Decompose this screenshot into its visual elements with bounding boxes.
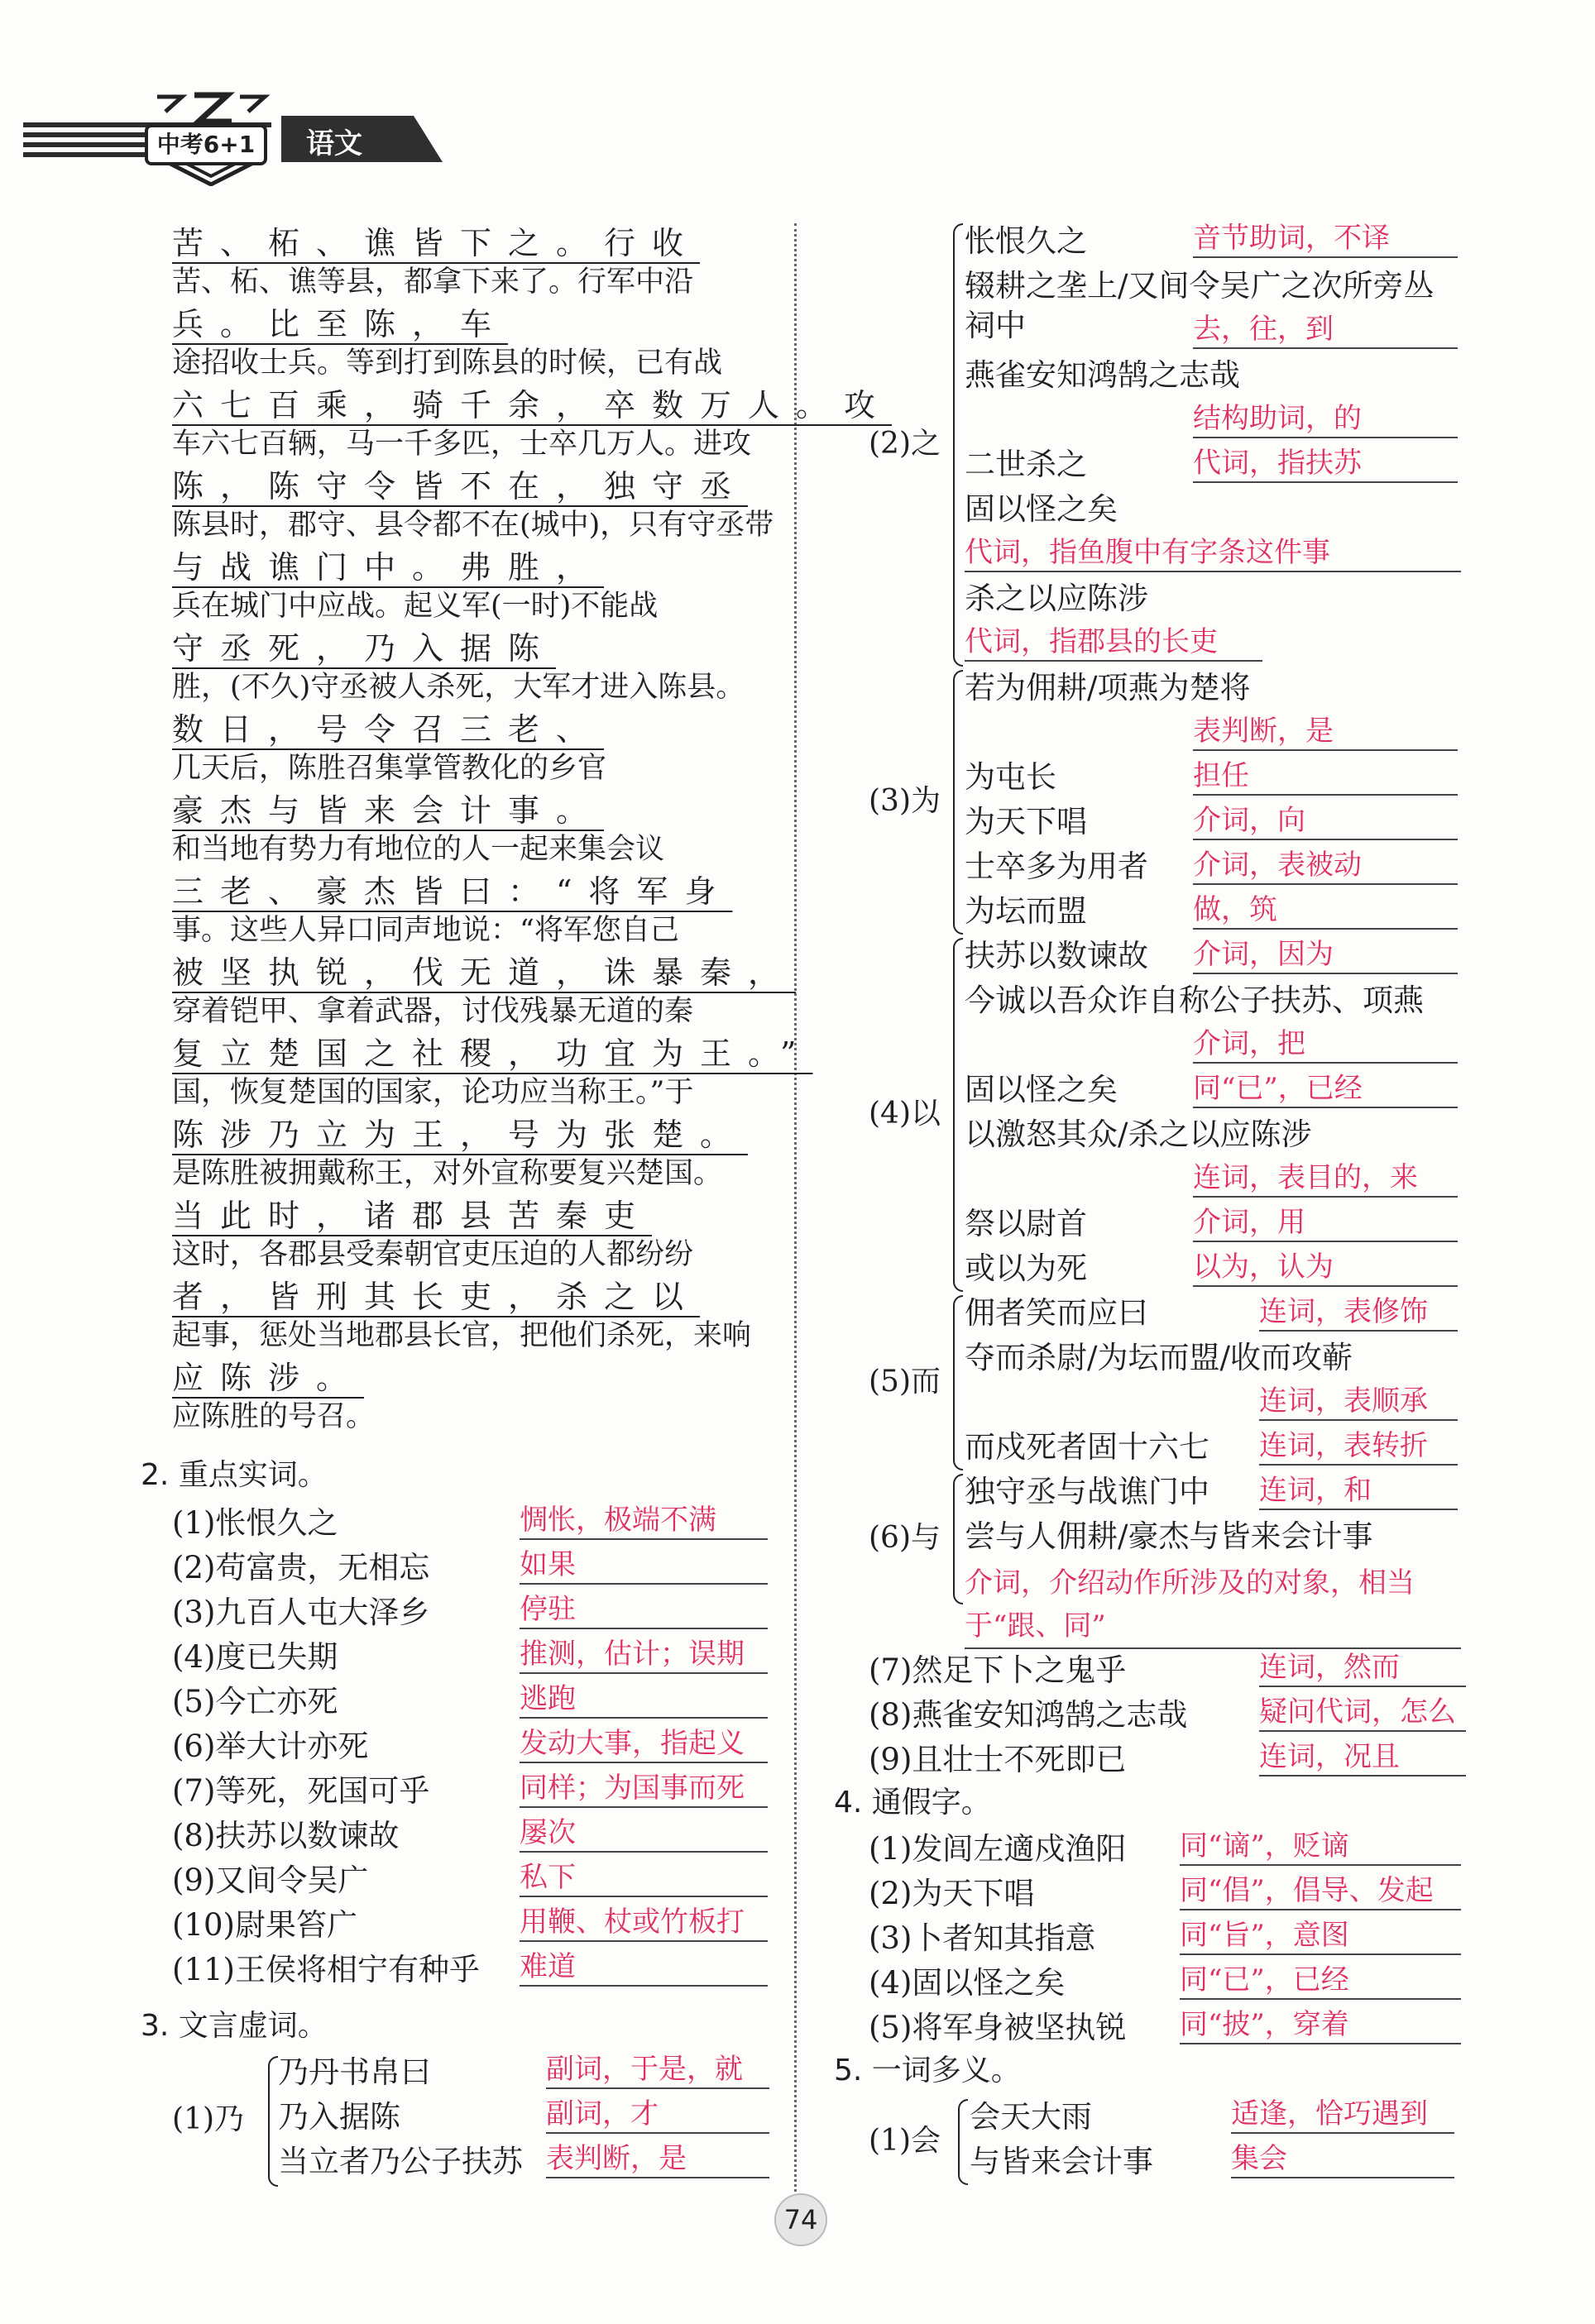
function-word-answer: 代词，指扶苏 [1193, 445, 1458, 483]
passage-original [172, 1117, 784, 1153]
logo-title: 中考6+1 [145, 124, 267, 165]
function-word-answer: 连词，和 [1259, 1472, 1458, 1510]
group-brace [953, 1295, 963, 1470]
vocab-question: (7)等死，死国可乎 [172, 1773, 430, 1809]
function-word-example: 夺而杀尉/为坛而盟/收而攻蕲 [965, 1340, 1353, 1375]
passage-original [172, 630, 784, 667]
vocab-answer: 发动大事，指起义 [520, 1725, 768, 1763]
group-brace [268, 2056, 278, 2187]
loanword-question: (2)为天下唱 [869, 1876, 1035, 1911]
function-word-example: 二世杀之 [965, 447, 1087, 482]
function-word-example: 乃入据陈 [278, 2099, 400, 2135]
passage-original-text: 苦、柘、谯皆下之。行收 [172, 225, 701, 261]
passage-translation: 和当地有势力有地位的人一起来集会议 [172, 833, 665, 866]
function-word-answer: 副词，才 [546, 2096, 769, 2134]
passage-original-text: 复立楚国之社稷，功宜为王。” [172, 1035, 813, 1072]
function-word-example: 燕雀安知鸿鹄之志哉 [965, 357, 1240, 393]
passage-original [172, 711, 784, 748]
function-word-example: 独守丞与战谯门中 [965, 1474, 1209, 1509]
passage-original-text: 数日，号令召三老、 [172, 711, 605, 748]
vocab-question: (8)扶苏以数谏故 [172, 1818, 400, 1853]
section-title-5: 5. 一词多义。 [834, 2054, 1021, 2087]
function-word-answer: 担任 [1193, 758, 1458, 796]
passage-translation: 车六七百辆，马一千多匹，士卒几万人。进攻 [172, 428, 752, 461]
passage-translation: 这时，各郡县受秦朝官吏压迫的人都纷纷 [172, 1238, 694, 1271]
function-word-answer: 代词，指郡县的长吏 [965, 624, 1262, 662]
passage-original [172, 549, 784, 586]
passage-translation: 苦、柘、谯等县，都拿下来了。行军中沿 [172, 265, 694, 299]
passage-original [172, 468, 784, 504]
group-label: (1)会 [869, 2124, 941, 2158]
passage-original [172, 1279, 784, 1315]
function-word-example: 乃丹书帛曰 [278, 2054, 431, 2090]
section-title-2: 2. 重点实词。 [141, 1458, 328, 1492]
passage-original-text: 守丞死，乃入据陈 [172, 630, 557, 667]
vocab-answer: 停驻 [520, 1591, 768, 1629]
column-divider [794, 223, 797, 2192]
function-word-example: 杀之以应陈涉 [965, 581, 1148, 616]
passage-original-text: 陈涉乃立为王，号为张楚。 [172, 1117, 749, 1153]
vocab-question: (9)又间令吴广 [172, 1863, 369, 1898]
loanword-question: (3)卜者知其指意 [869, 1920, 1096, 1956]
function-word-answer: 结构助词，的 [1193, 400, 1458, 438]
vocab-answer: 逃跑 [520, 1681, 768, 1719]
group-label: (3)为 [869, 784, 941, 818]
group-label: (4)以 [869, 1097, 941, 1131]
group-brace [953, 223, 963, 667]
vocab-answer: 惆怅，极端不满 [520, 1502, 768, 1540]
passage-original [172, 387, 893, 423]
passage-original [172, 225, 784, 261]
group-label: (6)与 [869, 1521, 941, 1555]
function-word-answer: 表判断，是 [1193, 713, 1458, 751]
function-word-answer: 去，往，到 [1193, 311, 1458, 349]
vocab-question: (3)九百人屯大泽乡 [172, 1595, 430, 1630]
passage-original [172, 873, 784, 910]
loanword-question: (1)发闾左適戍渔阳 [869, 1831, 1127, 1867]
vocab-question: (4)度已失期 [172, 1639, 338, 1675]
passage-original [172, 1198, 784, 1234]
loanword-answer: 同“披”，穿着 [1180, 2006, 1461, 2044]
function-word-example: 扶苏以数谏故 [965, 938, 1148, 973]
function-word-answer: 代词，指鱼腹中有字条这件事 [965, 534, 1461, 572]
passage-original-text: 三老、豪杰皆曰：“将军身 [172, 873, 733, 910]
group-brace [953, 1474, 963, 1604]
function-word-example: 祭以尉首 [965, 1206, 1087, 1241]
function-word-answer: 疑问代词，怎么 [1259, 1694, 1466, 1732]
function-word-answer: 连词，况且 [1259, 1738, 1466, 1776]
function-word-answer: 同“已”，已经 [1193, 1070, 1458, 1108]
function-word-example: 士卒多为用者 [965, 849, 1148, 884]
loanword-question: (4)固以怪之矣 [869, 1965, 1066, 2001]
passage-original [172, 306, 784, 342]
function-word-example: 辍耕之垄上/又间令吴广之次所旁丛祠中 [965, 268, 1435, 343]
passage-translation: 国，恢复楚国的国家，论功应当称王。”于 [172, 1076, 694, 1109]
group-label: (2)之 [869, 427, 941, 461]
passage-translation: 穿着铠甲、拿着武器，讨伐残暴无道的秦 [172, 995, 694, 1028]
function-word-example: (9)且壮士不死即已 [869, 1742, 1127, 1777]
vocab-question: (1)怅恨久之 [172, 1505, 338, 1541]
passage-translation: 几天后，陈胜召集掌管教化的乡官 [172, 752, 607, 785]
function-word-answer: 介词，把 [1193, 1026, 1458, 1064]
vocab-answer: 用鞭、杖或竹板打 [520, 1904, 768, 1942]
passage-original [172, 1035, 813, 1072]
function-word-example: 与皆来会计事 [970, 2144, 1153, 2179]
function-word-example: 今诚以吾众诈自称公子扶苏、项燕 [965, 983, 1424, 1018]
function-word-example: 以激怒其众/杀之以应陈涉 [965, 1117, 1312, 1152]
passage-original-text: 兵。比至陈，车 [172, 306, 509, 342]
function-word-example: 佣者笑而应曰 [965, 1295, 1148, 1331]
function-word-example: 若为佣耕/项燕为楚将 [965, 670, 1251, 705]
passage-original-text: 与战谯门中。弗胜， [172, 549, 605, 586]
function-word-example: 固以怪之矣 [965, 491, 1118, 527]
function-word-answer: 音节助词，不译 [1193, 220, 1458, 258]
loanword-question: (5)将军身被坚执锐 [869, 2010, 1127, 2045]
loanword-answer: 同“已”，已经 [1180, 1962, 1461, 2000]
passage-translation: 陈县时，郡守、县令都不在(城中)，只有守丞带 [172, 509, 774, 542]
page-number: 74 [774, 2193, 827, 2246]
vocab-question: (6)举大计亦死 [172, 1729, 369, 1764]
vocab-answer: 推测，估计；误期 [520, 1636, 768, 1674]
function-word-example: (7)然足下卜之鬼乎 [869, 1652, 1127, 1688]
function-word-answer: 连词，表顺承 [1259, 1383, 1458, 1421]
loanword-answer: 同“倡”，倡导、发起 [1180, 1872, 1461, 1910]
passage-original-text: 陈，陈守令皆不在，独守丞 [172, 468, 749, 504]
function-word-example: (8)燕雀安知鸿鹄之志哉 [869, 1697, 1188, 1733]
group-label: (1)乃 [172, 2102, 244, 2136]
function-word-answer: 连词，表目的，来 [1193, 1160, 1458, 1198]
function-word-answer: 介词，介绍动作所涉及的对象，相当于“跟、同” [965, 1561, 1461, 1649]
function-word-example: 而戍死者固十六七 [965, 1429, 1209, 1465]
function-word-answer: 连词，然而 [1259, 1649, 1466, 1687]
function-word-answer: 以为，认为 [1193, 1249, 1458, 1287]
function-word-example: 会天大雨 [970, 2099, 1092, 2135]
function-word-answer: 介词，表被动 [1193, 847, 1458, 885]
function-word-example: 怅恨久之 [965, 223, 1087, 259]
function-word-example: 或以为死 [965, 1250, 1087, 1286]
function-word-answer: 表判断，是 [546, 2140, 769, 2178]
vocab-question: (10)尉果笞广 [172, 1907, 357, 1943]
passage-translation: 应陈胜的号召。 [172, 1400, 376, 1433]
function-word-example: 当立者乃公子扶苏 [278, 2144, 523, 2179]
function-word-example: 尝与人佣耕/豪杰与皆来会计事 [965, 1518, 1373, 1554]
section-title-3: 3. 文言虚词。 [141, 2009, 328, 2043]
function-word-answer: 介词，用 [1193, 1204, 1458, 1242]
subject-tab [281, 116, 443, 162]
passage-translation: 事。这些人异口同声地说：“将军您自己 [172, 914, 679, 947]
function-word-example: 为坛而盟 [965, 893, 1087, 929]
function-word-answer: 介词，向 [1193, 802, 1458, 840]
passage-original [172, 1360, 784, 1396]
function-word-example: 为屯长 [965, 759, 1056, 795]
function-word-answer: 适逢，恰巧遇到 [1231, 2096, 1454, 2134]
passage-translation: 途招收士兵。等到打到陈县的时候，已有战 [172, 347, 723, 380]
passage-original-text: 被坚执锐，伐无道，诛暴秦， [172, 954, 797, 991]
group-brace [958, 2099, 968, 2185]
section-title-4: 4. 通假字。 [834, 1786, 991, 1820]
passage-original [172, 954, 797, 991]
passage-original [172, 792, 784, 829]
vocab-answer: 同样；为国事而死 [520, 1770, 768, 1808]
passage-original-text: 六七百乘，骑千余，卒数万人。攻 [172, 387, 893, 423]
group-label: (5)而 [869, 1365, 941, 1399]
loanword-answer: 同“谪”，贬谪 [1180, 1828, 1461, 1866]
passage-translation: 是陈胜被拥戴称王，对外宣称要复兴楚国。 [172, 1157, 723, 1190]
function-word-example: 为天下唱 [965, 804, 1087, 839]
passage-translation: 兵在城门中应战。起义军(一时)不能战 [172, 590, 659, 623]
group-brace [953, 938, 963, 1292]
group-brace [953, 670, 963, 935]
vocab-answer: 如果 [520, 1547, 768, 1585]
passage-translation: 胜，(不久)守丞被人杀死，大军才进入陈县。 [172, 671, 745, 704]
vocab-answer: 难道 [520, 1949, 768, 1987]
function-word-answer: 连词，表转折 [1259, 1427, 1458, 1466]
function-word-answer: 介词，因为 [1193, 936, 1458, 974]
passage-original-text: 应陈涉。 [172, 1360, 365, 1396]
passage-original-text: 者，皆刑其长吏，杀之以 [172, 1279, 701, 1315]
passage-translation: 起事，惩处当地郡县长官，把他们杀死，来响 [172, 1319, 752, 1352]
vocab-answer: 屡次 [520, 1815, 768, 1853]
vocab-question: (11)王侯将相宁有种乎 [172, 1952, 480, 1987]
function-word-answer: 做，筑 [1193, 892, 1458, 930]
subject-label: 语文 [306, 127, 362, 160]
function-word-answer: 集会 [1231, 2140, 1454, 2178]
passage-original-text: 豪杰与皆来会计事。 [172, 792, 605, 829]
vocab-question: (5)今亡亦死 [172, 1684, 338, 1719]
loanword-answer: 同“旨”，意图 [1180, 1917, 1461, 1955]
passage-original-text: 当此时，诸郡县苦秦吏 [172, 1198, 653, 1234]
vocab-answer: 私下 [520, 1859, 768, 1897]
vocab-question: (2)苟富贵，无相忘 [172, 1550, 430, 1585]
function-word-answer: 副词，于是，就 [546, 2051, 769, 2089]
function-word-example: 固以怪之矣 [965, 1072, 1118, 1107]
function-word-answer: 连词，表修饰 [1259, 1294, 1458, 1332]
